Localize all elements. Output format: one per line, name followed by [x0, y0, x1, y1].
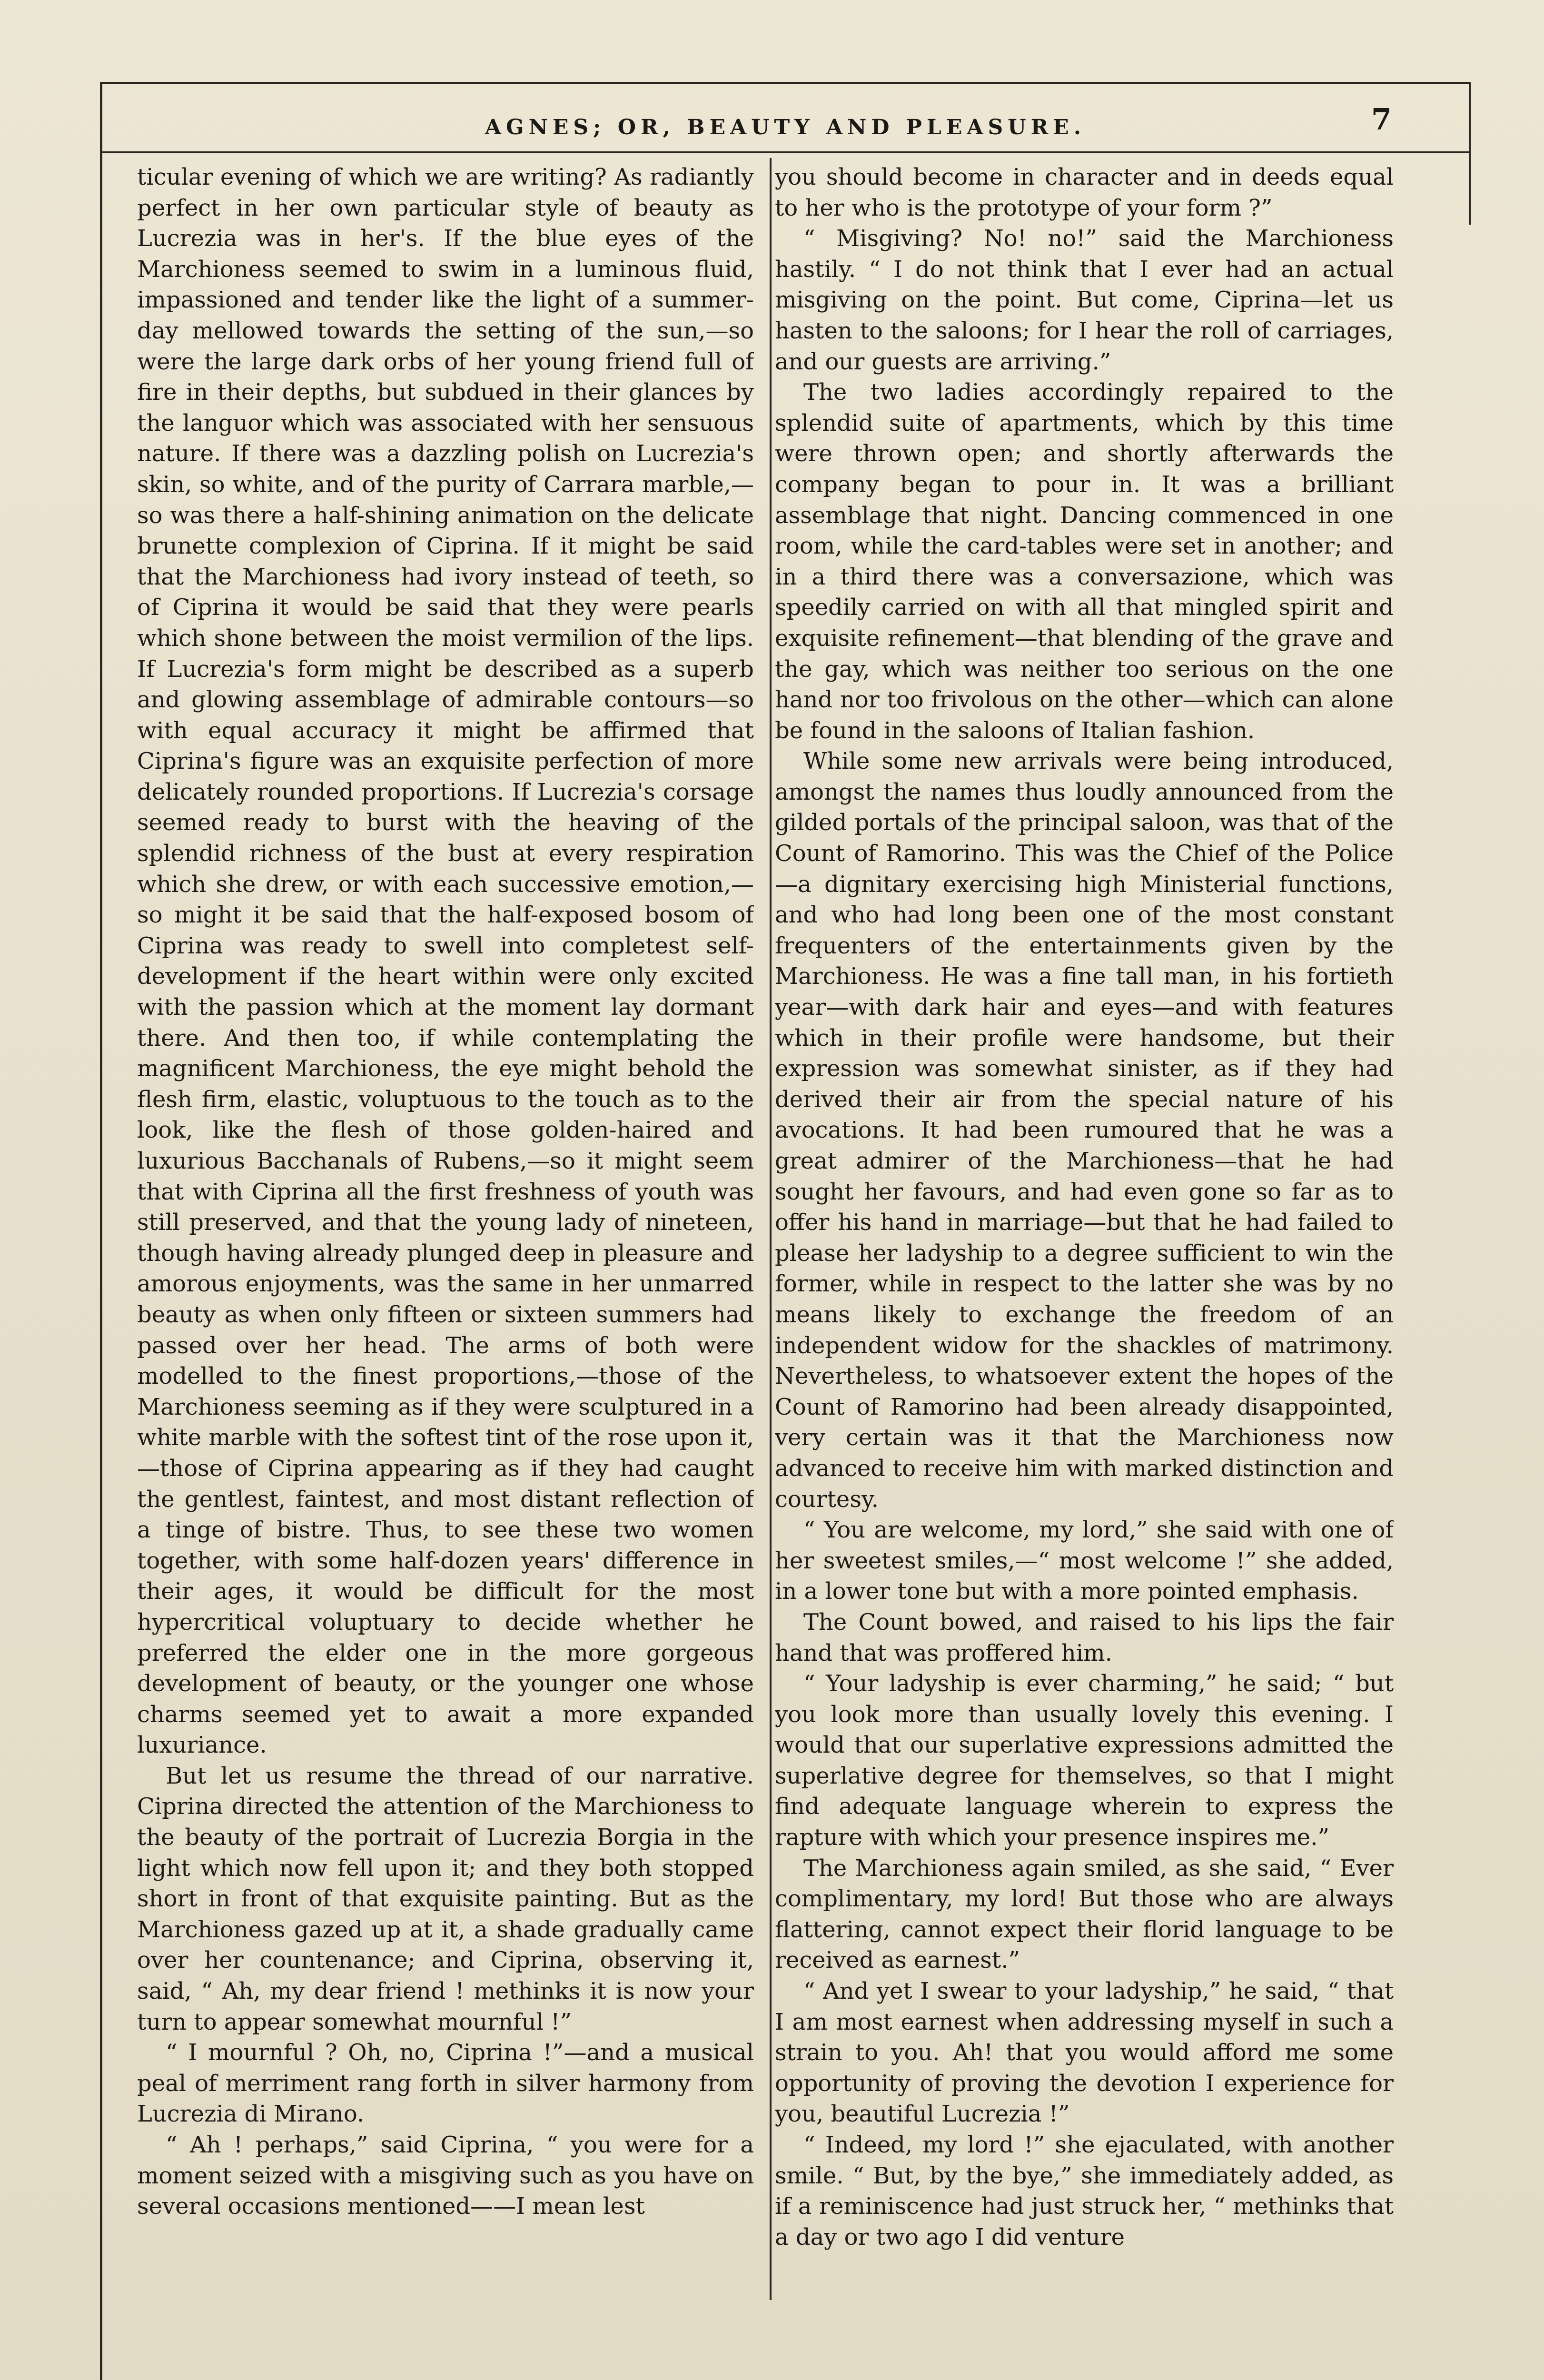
header-rule: [100, 151, 1471, 153]
paragraph: “ Your ladyship is ever charming,” he said; “ but you look more than usually lovely this evening. I would that our superlative expressions admitted the superlative degree for themselves, so that I might find adequate language wherein to express the rapture with which your presence inspires me.”: [775, 1670, 1394, 1851]
paragraph: “ You are welcome, my lord,” she said with one of her sweetest smiles,—“ most welcome !” she added, in a lower tone but with a more pointed emphasis.: [775, 1517, 1394, 1605]
paragraph: The Count bowed, and raised to his lips the fair hand that was proffered him.: [775, 1608, 1394, 1666]
page-number: 7: [1371, 102, 1392, 137]
paragraph: “ Misgiving? No! no!” said the Marchioness hastily. “ I do not think that I ever had an actual misgiving on the point. But come, Ciprina—let us hasten to the saloons; for I hear the roll of carriages, and our guests are arriving.”: [775, 225, 1394, 375]
left-border-rule: [100, 82, 102, 2380]
paragraph: While some new arrivals were being introduced, amongst the names thus loudly announced from the gilded portals of the principal saloon, was that of the Count of Ramorino. This was the Chief of the Police—a dignitary exercising high Ministerial functions, and who had long been one of the most constant frequenters of the entertainments given by the Marchioness. He was a fine tall man, in his fortieth year—with dark hair and eyes—and with features which in their profile were handsome, but their expression was somewhat sinister, as if they had derived their air from the special nature of his avocations. It had been rumoured that he was a great admirer of the Marchioness—that he had sought her favours, and had even gone so far as to offer his hand in marriage—but that he had failed to please her ladyship to a degree sufficient to win the former, while in respect to the latter she was by no means likely to exchange the freedom of an independent widow for the shackles of matrimony. Nevertheless, to whatsoever extent the hopes of the Count of Ramorino had been already disappointed, very certain was it that the Marchioness now advanced to receive him with marked distinction and courtesy.: [775, 748, 1394, 1513]
paragraph: The two ladies accordingly repaired to the splendid suite of apartments, which by this time were thrown open; and shortly afterwards the company began to pour in. It was a brilliant assemblage that night. Dancing commenced in one room, while the card-tables were set in another; and in a third there was a conversazione, which was speedily carried on with all that mingled spirit and exquisite refinement—that blending of the grave and the gay, which was neither too serious on the one hand nor too frivolous on the other—which can alone be found in the saloons of Italian fashion.: [775, 379, 1394, 744]
top-border-rule: [100, 82, 1471, 84]
right-column: [775, 162, 1394, 2332]
paragraph: you should become in character and in deeds equal to her who is the prototype of your form ?”: [775, 164, 1394, 221]
right-border-rule: [1469, 82, 1471, 225]
paragraph: “ And yet I swear to your ladyship,” he said, “ that I am most earnest when addressing myself in such a strain to you. Ah! that you would afford me some opportunity of proving the devotion I experience for you, beautiful Lucrezia !”: [775, 1978, 1394, 2128]
paragraph: “ Indeed, my lord !” she ejaculated, with another smile. “ But, by the bye,” she immediately added, as if a reminiscence had just struck her, “ methinks that a day or two ago I did venture: [775, 2132, 1394, 2251]
column-divider: [770, 158, 772, 2300]
left-column: [137, 162, 754, 2332]
paragraph: But let us resume the thread of our narrative. Ciprina directed the attention of the Marchioness to the beauty of the portrait of Lucrezia Borgia in the light which now fell upon it; and they both stopped short in front of that exquisite painting. But as the Marchioness gazed up at it, a shade gradually came over her countenance; and Ciprina, observing it, said, “ Ah, my dear friend ! methinks it is now your turn to appear somewhat mournful !”: [137, 1762, 754, 2035]
paragraph: ticular evening of which we are writing? As radiantly perfect in her own particular style of beauty as Lucrezia was in her's. If the blue eyes of the Marchioness seemed to swim in a luminous fluid, impassioned and tender like the light of a summer-day mellowed towards the setting of the sun,—so were the large dark orbs of her young friend full of fire in their depths, but subdued in their glances by the languor which was associated with her sensuous nature. If there was a dazzling polish on Lucrezia's skin, so white, and of the purity of Carrara marble,—so was there a half-shining animation on the delicate brunette complexion of Ciprina. If it might be said that the Marchioness had ivory instead of teeth, so of Ciprina it would be said that they were pearls which shone between the moist vermilion of the lips. If Lucrezia's form might be described as a superb and glowing assemblage of admirable contours—so with equal accuracy it might be affirmed that Ciprina's figure was an exquisite perfection of more delicately rounded proportions. If Lucrezia's corsage seemed ready to burst with the heaving of the splendid richness of the bust at every respiration which she drew, or with each successive emotion,—so might it be said that the half-exposed bosom of Ciprina was ready to swell into completest self-development if the heart within were only excited with the passion which at the moment lay dormant there. And then too, if while contemplating the magnificent Marchioness, the eye might behold the flesh firm, elastic, voluptuous to the touch as to the look, like the flesh of those golden-haired and luxurious Bacchanals of Rubens,—so it might seem that with Ciprina all the first freshness of youth was still preserved, and that the young lady of nineteen, though having already plunged deep in pleasure and amorous enjoyments, was the same in her unmarred beauty as when only fifteen or sixteen summers had passed over her head. The arms of both were modelled to the finest proportions,—those of the Marchioness seeming as if they were sculptured in a white marble with the softest tint of the rose upon it,—those of Ciprina appearing as if they had caught the gentlest, faintest, and most distant reflection of a tinge of bistre. Thus, to see these two women together, with some half-dozen years' difference in their ages, it would be difficult for the most hypercritical voluptuary to decide whether he preferred the elder one in the more gorgeous development of beauty, or the younger one whose charms seemed yet to await a more expanded luxuriance.: [137, 164, 754, 1759]
paragraph: “ I mournful ? Oh, no, Ciprina !”—and a musical peal of merriment rang forth in silver harmony from Lucrezia di Mirano.: [137, 2039, 754, 2128]
paragraph: The Marchioness again smiled, as she said, “ Ever complimentary, my lord! But those who are always flattering, cannot expect their florid language to be received as earnest.”: [775, 1854, 1394, 1974]
running-title: AGNES; OR, BEAUTY AND PLEASURE.: [485, 115, 1086, 139]
paragraph: “ Ah ! perhaps,” said Ciprina, “ you were for a moment seized with a misgiving such as you have on several occasions mentioned——I mean lest: [137, 2132, 754, 2220]
